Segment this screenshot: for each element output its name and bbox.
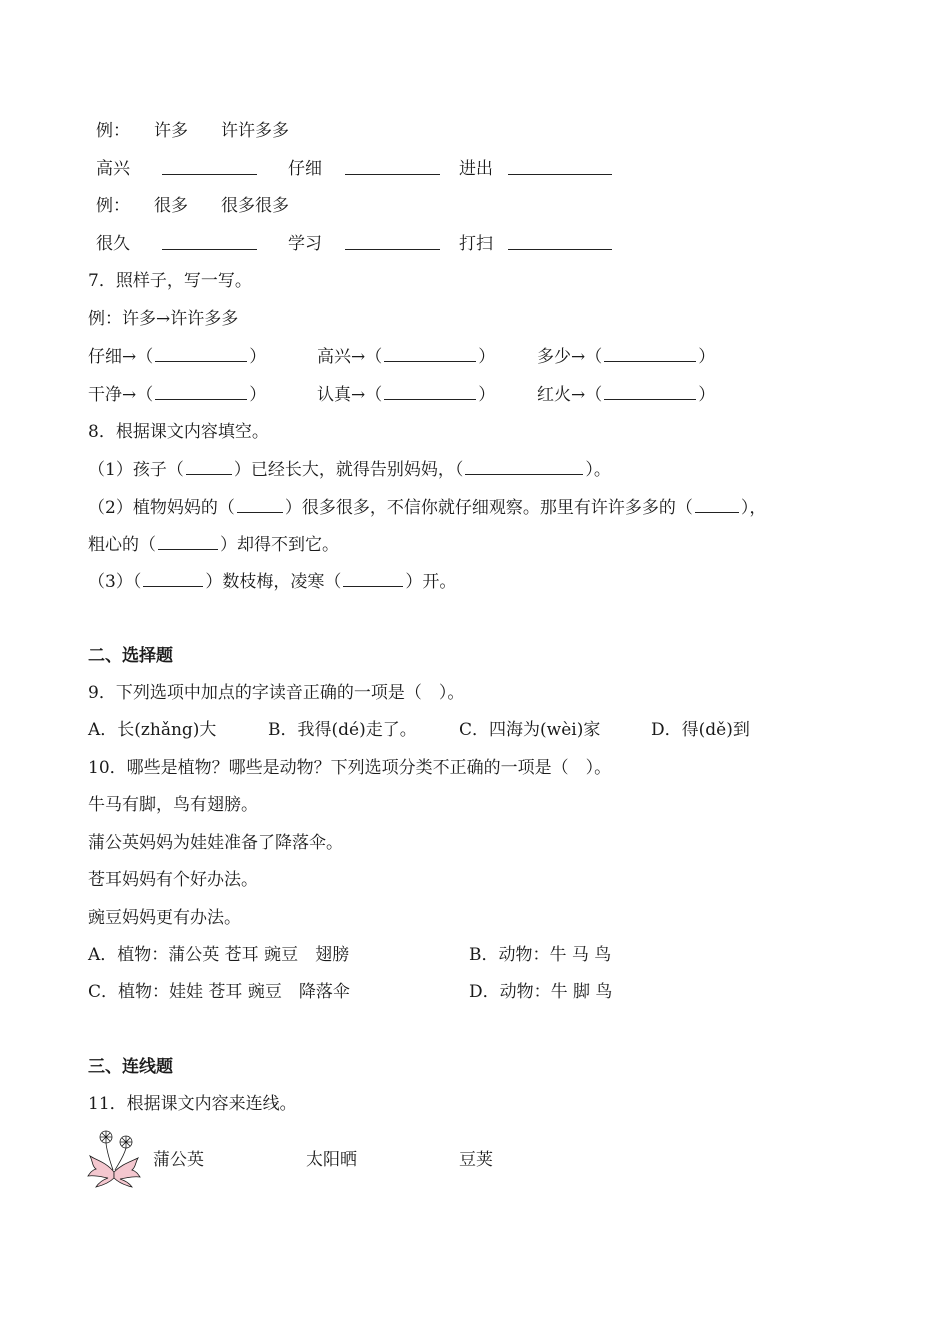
- q10-option-a[interactable]: A．植物：蒲公英 苍耳 豌豆 翅膀: [88, 945, 350, 965]
- word-item: 学习: [288, 234, 322, 254]
- match-item[interactable]: 蒲公英: [153, 1150, 204, 1170]
- q8-sentence-1[interactable]: （1）孩子（ ）已经长大，就得告别妈妈，（ ）。: [88, 460, 611, 480]
- word-item: 很久: [96, 234, 130, 254]
- q9-option-c[interactable]: C．四海为(wèi)家: [459, 720, 601, 740]
- q8-sentence-3[interactable]: （3）（ ）数枝梅，凌寒（ ）开。: [88, 572, 457, 592]
- section-2-heading: 二、选择题: [88, 646, 173, 666]
- example-word: 许多: [154, 121, 188, 141]
- q7-item[interactable]: 干净→（ ）: [88, 385, 267, 405]
- question-8-title: 8．根据课文内容填空。: [88, 422, 269, 442]
- answer-blank[interactable]: [345, 158, 440, 181]
- answer-blank[interactable]: [162, 158, 257, 181]
- match-item[interactable]: 太阳晒: [306, 1150, 357, 1170]
- q7-item[interactable]: 认真→（ ）: [317, 385, 496, 405]
- q9-option-a[interactable]: A．长(zhǎng)大: [88, 720, 217, 740]
- word-item: 进出: [459, 159, 493, 179]
- q7-item[interactable]: 高兴→（ ）: [317, 347, 496, 367]
- q7-item[interactable]: 红火→（ ）: [537, 385, 716, 405]
- example-result: 许许多多: [221, 121, 289, 141]
- example-word: 很多: [154, 196, 188, 216]
- example-label: 例：: [96, 121, 130, 141]
- q10-option-b[interactable]: B．动物：牛 马 鸟: [469, 945, 612, 965]
- q10-passage-line: 蒲公英妈妈为娃娃准备了降落伞。: [88, 833, 343, 853]
- q7-item[interactable]: 仔细→（ ）: [88, 347, 267, 367]
- example-label: 例：: [96, 196, 130, 216]
- answer-blank[interactable]: [508, 158, 612, 181]
- question-10-title: 10．哪些是植物？哪些是动物？下列选项分类不正确的一项是（ ）。: [88, 758, 612, 778]
- word-item: 打扫: [459, 234, 493, 254]
- q10-option-c[interactable]: C．植物：娃娃 苍耳 豌豆 降落伞: [88, 982, 350, 1002]
- answer-blank[interactable]: [162, 233, 257, 256]
- example-result: 很多很多: [221, 196, 289, 216]
- match-item[interactable]: 豆荚: [459, 1150, 493, 1170]
- question-7-title: 7．照样子，写一写。: [88, 271, 252, 291]
- q10-passage-line: 豌豆妈妈更有办法。: [88, 908, 241, 928]
- q10-passage-line: 牛马有脚，鸟有翅膀。: [88, 795, 258, 815]
- question-9-title: 9．下列选项中加点的字读音正确的一项是（ ）。: [88, 683, 465, 703]
- answer-blank[interactable]: [345, 233, 440, 256]
- question-11-title: 11．根据课文内容来连线。: [88, 1094, 297, 1114]
- q8-sentence-2-cont[interactable]: 粗心的（ ）却得不到它。: [88, 535, 339, 555]
- word-item: 高兴: [96, 159, 130, 179]
- q9-option-b[interactable]: B．我得(dé)走了。: [268, 720, 417, 740]
- answer-blank[interactable]: [508, 233, 612, 256]
- q9-option-d[interactable]: D．得(dě)到: [651, 720, 750, 740]
- section-3-heading: 三、连线题: [88, 1057, 173, 1077]
- q7-item[interactable]: 多少→（ ）: [537, 347, 716, 367]
- q10-passage-line: 苍耳妈妈有个好办法。: [88, 870, 258, 890]
- word-item: 仔细: [288, 159, 322, 179]
- q10-option-d[interactable]: D．动物：牛 脚 鸟: [469, 982, 613, 1002]
- dandelion-illustration: [86, 1128, 142, 1188]
- question-7-example: 例：许多→许许多多: [88, 309, 239, 329]
- q8-sentence-2[interactable]: （2）植物妈妈的（ ）很多很多，不信你就仔细观察。那里有许许多多的（ ），: [88, 498, 767, 518]
